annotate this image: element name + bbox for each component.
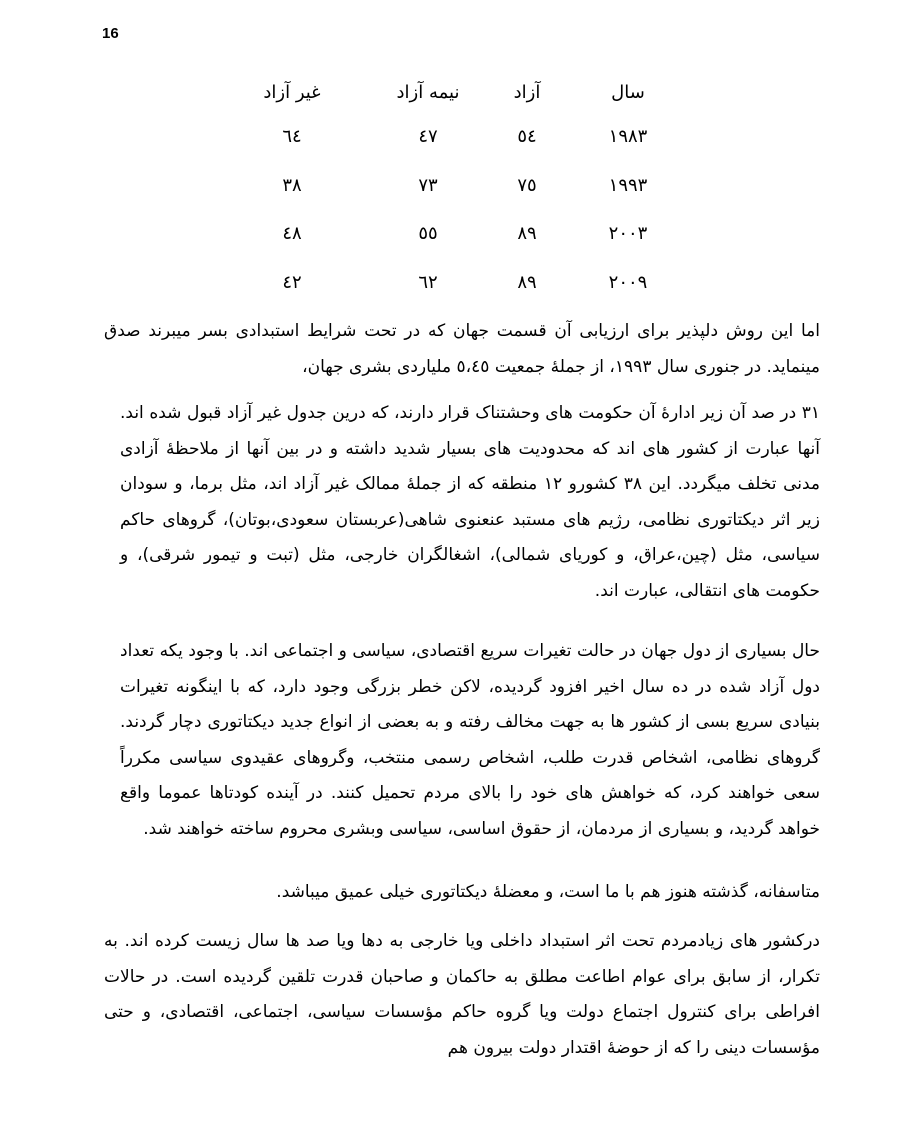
table-cell: ٦٤ xyxy=(282,126,302,147)
table-cell: ٦٢ xyxy=(418,272,438,293)
paragraph: ۳۱ در صد آن زیر ادارهٔ آن حکومت های وحشتناک قرار دارند، که درین جدول غیر آزاد قبول شده اند. آنها عبارت از کشور های اند که محدودیت های بسیار شدید داشته و در بین آنها از ملاحظهٔ آزادی مدنی تخلف میگردد. این ۳۸ کشورو ۱۲ منطقه که از جملهٔ ممالک غیر آزاد اند، مثل برما، و سودان زیر اثر دیکتاتوری نظامی، رژیم های مستبد عنعنوی شاهی(عربستان سعودی،بوتان)، گروهای حاکم سیاسی، مثل (چین،عراق، و کوریای شمالی)، اشغالگران خارجی، مثل (تبت و تیمور شرقی)، و حکومت های انتقالی، عبارت اند. xyxy=(120,403,821,601)
table-cell: ٤٢ xyxy=(282,272,302,293)
freedom-table xyxy=(0,0,919,300)
table-cell: ٣٨ xyxy=(282,175,302,196)
paragraph: درکشور های زیادمردم تحت اثر استبداد داخلی ویا خارجی به دها ویا صد ها سال زیست کرده اند. به تکرار، از سابق برای عوام اطاعت مطلق به حاکمان و صاحبان قدرت تلقین گردیده است. در حالات افراطی برای کنترول اجتماع دولت ویا گروه حاکم مؤسسات سیاسی، اجتماعی، اقتصادی، و حتی مؤسسات دینی را که از حوضهٔ اقتدار دولت بیرون هم xyxy=(104,931,820,1058)
paragraph: متاسفانه، گذشته هنوز هم با ما است، و معضلهٔ دیکتاتوری خیلی عمیق میباشد. xyxy=(276,882,820,902)
table-cell: ۱۹۹۳ xyxy=(608,175,648,196)
table-header-not-free: غیر آزاد xyxy=(263,82,321,103)
table-cell: ۲۰۰۹ xyxy=(608,272,648,293)
table-cell: ٥٥ xyxy=(418,223,438,244)
table-cell: ٤٧ xyxy=(418,126,438,147)
table-cell: ٨٩ xyxy=(517,223,537,244)
table-header-free: آزاد xyxy=(513,82,541,103)
table-cell: ٧٥ xyxy=(517,175,537,196)
table-cell: ۲۰۰۳ xyxy=(608,223,648,244)
table-header-partly-free: نیمه آزاد xyxy=(396,82,460,103)
table-cell: ٥٤ xyxy=(517,126,537,147)
table-cell: ٨٩ xyxy=(517,272,537,293)
paragraph: اما این روش دلپذیر برای ارزیابی آن قسمت جهان که در تحت شرایط استبدادی بسر میبرند صدق مینماید. در جنوری سال ۱۹۹۳، از جملهٔ جمعیت ٥،٤٥ ملیاردی بشری جهان، xyxy=(104,321,820,377)
table-cell: ۱۹۸۳ xyxy=(608,126,648,147)
page-number: 16 xyxy=(102,25,119,42)
paragraph: حال بسیاری از دول جهان در حالت تغیرات سریع اقتصادی، سیاسی و اجتماعی اند. با وجود یکه تعداد دول آزاد شده در ده سال اخیر افزود گردیده، لاکن خطر بزرگی وجود دارد، که با اینگونه تغیرات بنیادی سریع بسی از کشور ها به جهت مخالف رفته و به بعضی از انواع جدید دیکتاتوری دچار گردند. گروهای نظامی، اشخاص قدرت طلب، اشخاص رسمی منتخب، وگروهای عقیدوی سیاسی مکرراً سعی خواهند کرد، که خواهش های خود را بالای مردم تحمیل کنند. در آینده کودتاها عموما واقع خواهد گردید، و بسیاری از مردمان، از حقوق اساسی، سیاسی وبشری محروم ساخته خواهند شد. xyxy=(120,641,820,839)
table-header-year: سال xyxy=(611,82,645,103)
table-cell: ٤٨ xyxy=(282,223,302,244)
table-cell: ٧٣ xyxy=(418,175,438,196)
